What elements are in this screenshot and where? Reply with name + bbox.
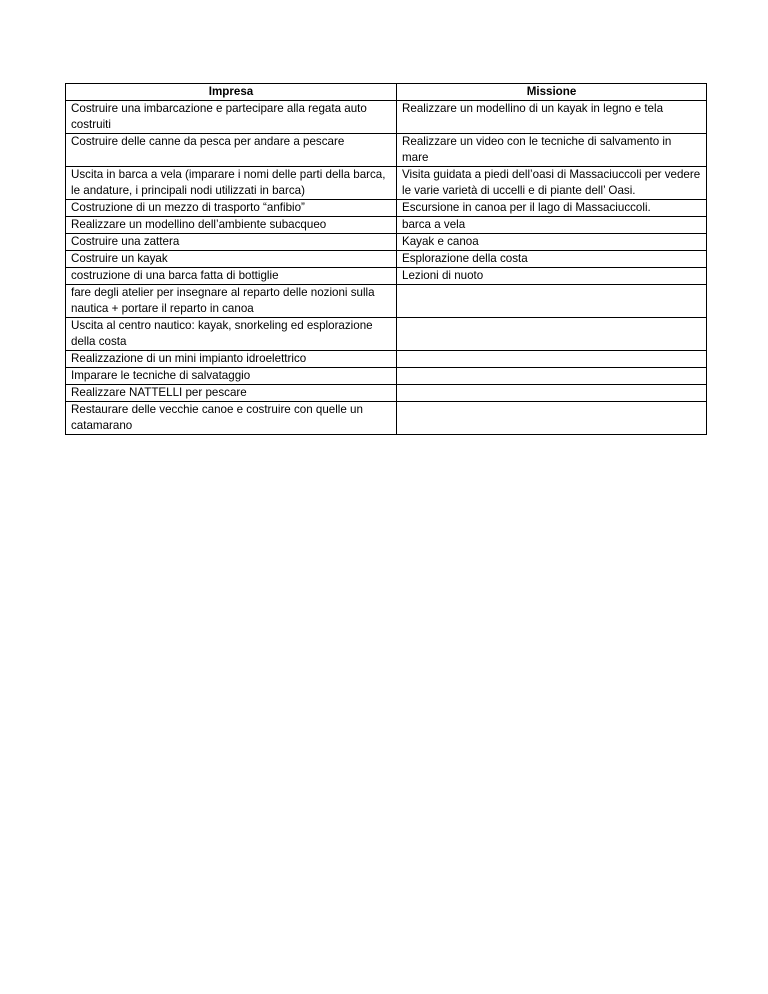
header-missione: Missione [397,84,707,101]
missione-cell: Realizzare un modellino di un kayak in legno e tela [397,101,707,134]
missione-cell: Esplorazione della costa [397,251,707,268]
impresa-cell: Imparare le tecniche di salvataggio [66,368,397,385]
impresa-cell: Realizzare un modellino dell’ambiente subacqueo [66,217,397,234]
table-row [66,251,707,268]
impresa-cell: Realizzare NATTELLI per pescare [66,385,397,402]
missione-cell: Lezioni di nuoto [397,268,707,285]
impresa-cell: Costruire un kayak [66,251,397,268]
table-row [66,385,707,402]
missione-cell [397,285,707,318]
impresa-cell: Uscita al centro nautico: kayak, snorkeling ed esplorazione della costa [66,318,397,351]
impresa-cell: Costruire una imbarcazione e partecipare alla regata auto costruiti [66,101,397,134]
table-row [66,368,707,385]
impresa-cell: Costruire una zattera [66,234,397,251]
table-row [66,318,707,351]
table-row [66,167,707,200]
missione-cell: barca a vela [397,217,707,234]
header-impresa: Impresa [66,84,397,101]
impresa-cell: fare degli atelier per insegnare al reparto delle nozioni sulla nautica + portare il reparto in canoa [66,285,397,318]
missione-cell: Realizzare un video con le tecniche di salvamento in mare [397,134,707,167]
missione-cell: Kayak e canoa [397,234,707,251]
missione-cell [397,385,707,402]
impresa-cell: Uscita in barca a vela (imparare i nomi delle parti della barca, le andature, i principali nodi utilizzati in barca) [66,167,397,200]
table-row [66,268,707,285]
table-row [66,351,707,368]
missione-cell: Escursione in canoa per il lago di Massaciuccoli. [397,200,707,217]
impresa-cell: Realizzazione di un mini impianto idroelettrico [66,351,397,368]
activities-table [65,83,707,435]
impresa-cell: Costruzione di un mezzo di trasporto “anfibio” [66,200,397,217]
missione-cell: Visita guidata a piedi dell’oasi di Massaciuccoli per vedere le varie varietà di uccelli e di piante dell’ Oasi. [397,167,707,200]
missione-cell [397,318,707,351]
impresa-cell: Restaurare delle vecchie canoe e costruire con quelle un catamarano [66,402,397,435]
table-row [66,234,707,251]
table-row [66,217,707,234]
missione-cell [397,368,707,385]
impresa-cell: costruzione di una barca fatta di bottiglie [66,268,397,285]
impresa-cell: Costruire delle canne da pesca per andare a pescare [66,134,397,167]
table-row [66,101,707,134]
table-row [66,402,707,435]
table-row [66,134,707,167]
missione-cell [397,402,707,435]
table-row [66,200,707,217]
table-row [66,285,707,318]
table-header-row [66,84,707,101]
missione-cell [397,351,707,368]
